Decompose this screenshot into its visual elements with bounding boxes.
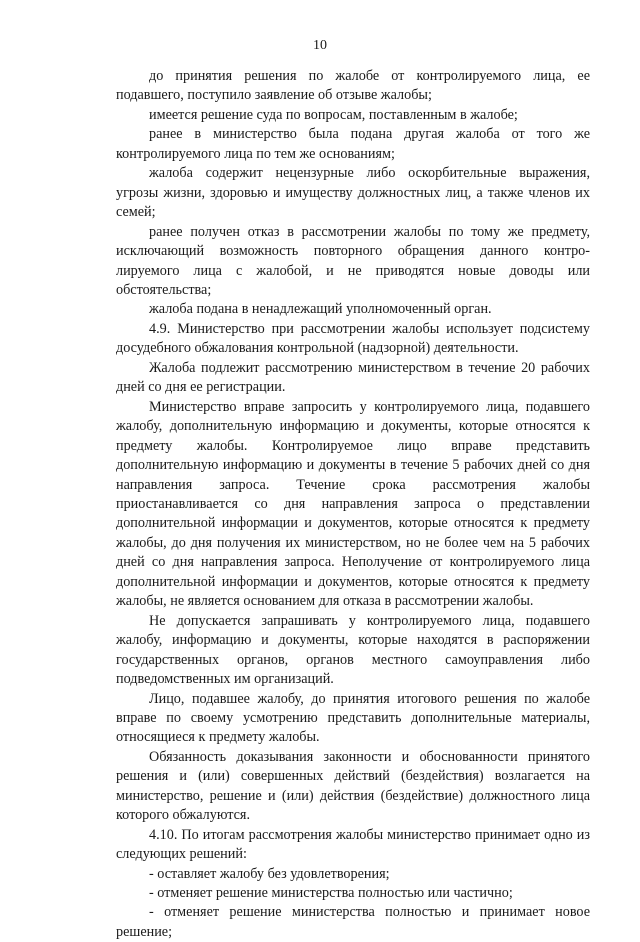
paragraph: жалоба подана в ненадлежащий уполномоченный орган. <box>149 301 492 318</box>
paragraph: Не допускается запрашивать у контролируемого лица, подавшего жалобу, информацию и документы, которые находятся в распоряжении государственных органов, органов местного самоуправления либо подведомственных им организаций. <box>116 612 590 688</box>
paragraph: до принятия решения по жалобе от контролируемого лица, ее подавшего, поступило заявление об отзыве жалобы; <box>116 68 590 104</box>
paragraph: ранее получен отказ в рассмотрении жалобы по тому же предмету, исключающий возможность повторного обращения данного контро-лируемого лица с жалобой, и не приводятся новые доводы или обстоятельства; <box>116 223 590 298</box>
list-item: - оставляет жалобу без удовлетворения; <box>149 865 390 882</box>
list-item: - отменяет решение министерства полностью или частично; <box>149 885 513 902</box>
paragraph: 4.10. По итогам рассмотрения жалобы министерство принимает одно из следующих решений: <box>116 826 590 863</box>
paragraph: Жалоба подлежит рассмотрению министерством в течение 20 рабочих дней со дня ее регистрации. <box>116 359 590 396</box>
paragraph: имеется решение суда по вопросам, поставленным в жалобе; <box>149 106 518 123</box>
paragraph: Обязанность доказывания законности и обоснованности принятого решения и (или) совершенных действий (бездействия) возлагается на министерство, решение и (или) действия (бездействие) должностного лица которого обжалуются. <box>116 748 590 824</box>
page-number: 10 <box>313 38 327 53</box>
paragraph: Министерство вправе запросить у контролируемого лица, подавшего жалобу, дополнительную информацию и документы, которые относятся к предмету жалобы. Контролируемое лицо вправе представить дополнительную информацию и документы в течение 5 рабочих дней со дня направления запроса. Течение срока рассмотрения жалобы приостанавливается со дня направления запроса о представлении дополнительной информации и документов, которые относятся к предмету жалобы, до дня получения их министерством, но не более чем на 5 рабочих дней со дня направления запроса. Неполучение от контролируемого лица дополнительной информации и документов, которые относятся к предмету жалобы, не является основанием для отказа в рассмотрении жалобы. <box>116 398 590 610</box>
paragraph: жалоба содержит нецензурные либо оскорбительные выражения, угрозы жизни, здоровью и имуществу должностных лиц, а также членов их семей; <box>116 165 590 221</box>
document-body <box>116 67 590 942</box>
paragraph: Лицо, подавшее жалобу, до принятия итогового решения по жалобе вправе по своему усмотрению представить дополнительные материалы, относящиеся к предмету жалобы. <box>116 690 590 746</box>
paragraph: ранее в министерство была подана другая жалоба от того же контролируемого лица по тем же основаниям; <box>116 126 590 162</box>
list-item: - отменяет решение министерства полностью и принимает новое решение; <box>116 904 590 940</box>
paragraph: 4.9. Министерство при рассмотрении жалобы использует подсистему досудебного обжалования контрольной (надзорной) деятельности. <box>116 320 590 357</box>
